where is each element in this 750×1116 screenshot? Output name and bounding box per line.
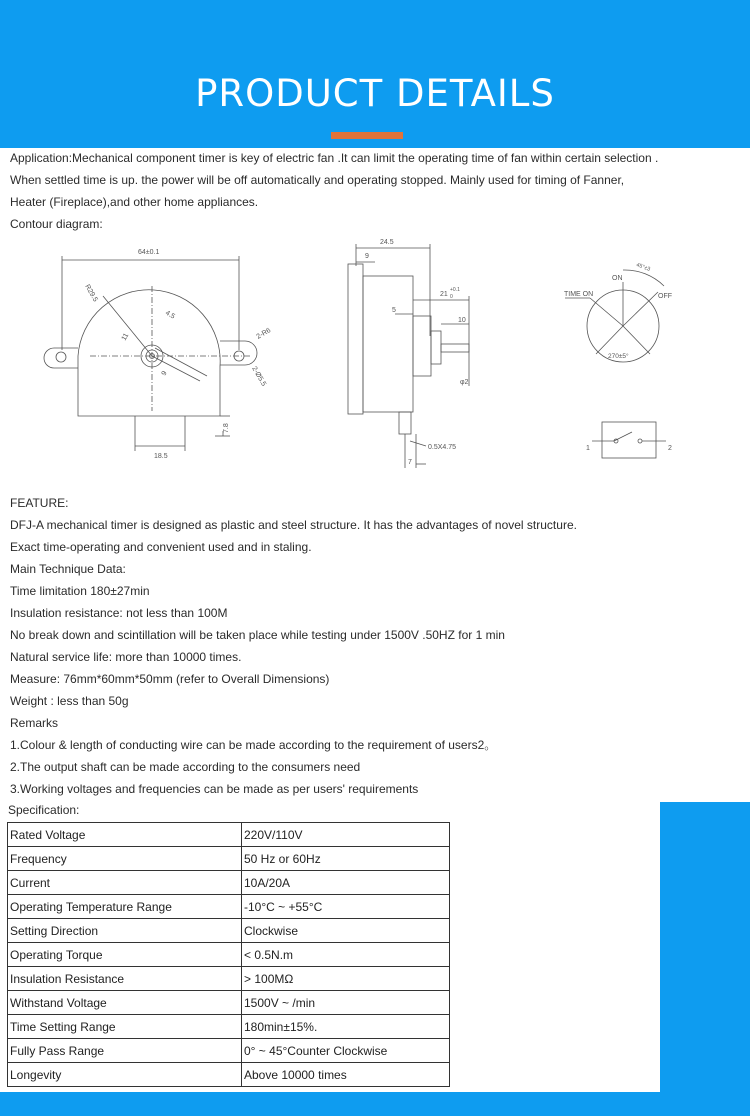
label-on: ON (612, 275, 623, 282)
remark-line: 2.The output shaft can be made according to the consumers need (10, 760, 361, 774)
spec-value: 1500V ~ /min (242, 991, 450, 1015)
table-row (8, 1039, 450, 1063)
dim-11: 11 (120, 332, 131, 342)
spec-value: < 0.5N.m (242, 943, 450, 967)
switch-symbol (592, 422, 666, 458)
spec-key: Rated Voltage (8, 823, 242, 847)
remark-line: 1.Colour & length of conducting wire can be made according to the requirement of users2。 (10, 738, 497, 752)
remark-line: 3.Working voltages and frequencies can be made as per users' requirements (10, 782, 419, 796)
label-angle-45: 45°±3 (635, 262, 651, 273)
table-row (8, 991, 450, 1015)
feature-heading: FEATURE: (10, 496, 69, 510)
spec-value: -10°C ~ +55°C (242, 895, 450, 919)
feature-line: Measure: 76mm*60mm*50mm (refer to Overall Dimensions) (10, 672, 330, 686)
switch-angle-diagram (565, 270, 664, 362)
feature-line: Weight : less than 50g (10, 694, 129, 708)
spec-key: Setting Direction (8, 919, 242, 943)
dim-21-sub: 0 (450, 294, 453, 300)
contour-diagram-label: Contour diagram: (10, 217, 103, 231)
dim-9b: 9 (365, 253, 369, 260)
spec-key: Withstand Voltage (8, 991, 242, 1015)
feature-line: Natural service life: more than 10000 times. (10, 650, 242, 664)
feature-line: DFJ-A mechanical timer is designed as plastic and steel structure. It has the advantages of novel structure. (10, 518, 577, 532)
spec-value: 10A/20A (242, 871, 450, 895)
feature-line: No break down and scintillation will be taken place while testing under 1500V .50HZ for 1 min (10, 628, 505, 642)
switch-terminal-1: 1 (586, 445, 590, 452)
dim-65: 2-Ø5.5 (250, 365, 268, 388)
spec-key: Operating Temperature Range (8, 895, 242, 919)
spec-value: 50 Hz or 60Hz (242, 847, 450, 871)
spec-key: Operating Torque (8, 943, 242, 967)
dim-5: 5 (392, 307, 396, 314)
table-row (8, 823, 450, 847)
table-row (8, 1015, 450, 1039)
title-underline (331, 132, 403, 139)
dim-78: 7.8 (223, 423, 230, 433)
spec-key: Longevity (8, 1063, 242, 1087)
table-row (8, 871, 450, 895)
footer-band (0, 1092, 750, 1116)
spec-value: 180min±15%. (242, 1015, 450, 1039)
spec-value: 0° ~ 45°Counter Clockwise (242, 1039, 450, 1063)
side-view (348, 244, 469, 468)
right-accent-band (660, 802, 750, 1092)
spec-value: Clockwise (242, 919, 450, 943)
spec-key: Frequency (8, 847, 242, 871)
spec-key: Time Setting Range (8, 1015, 242, 1039)
spec-value: Above 10000 times (242, 1063, 450, 1087)
dim-185: 18.5 (154, 453, 168, 460)
dim-21-sup: +0.1 (450, 287, 460, 293)
technique-heading: Main Technique Data: (10, 562, 126, 576)
dim-64: 64±0.1 (138, 249, 160, 256)
table-row (8, 967, 450, 991)
dim-r29: R29.5 (83, 283, 99, 304)
dim-terminal: 0.5X4.75 (428, 444, 457, 451)
intro-application-cont: When settled time is up. the power will be off automatically and operating stopped. Mainly used for timing of Fanner, (10, 173, 625, 187)
table-row (8, 895, 450, 919)
dim-7: 7 (408, 459, 412, 466)
switch-terminal-2: 2 (668, 445, 672, 452)
feature-line: Time limitation 180±27min (10, 584, 150, 598)
spec-value: > 100MΩ (242, 967, 450, 991)
label-angle-270: 270±5° (608, 353, 629, 360)
contour-diagram (30, 236, 710, 480)
intro-appliances: Heater (Fireplace),and other home appliances. (10, 195, 259, 209)
page-title: PRODUCT DETAILS (195, 72, 555, 115)
label-off: OFF (658, 293, 672, 300)
label-time-on: TIME ON (564, 291, 594, 298)
specification-table (7, 822, 450, 1087)
spec-key: Current (8, 871, 242, 895)
remarks-heading: Remarks (10, 716, 59, 730)
dim-10: 10 (458, 317, 466, 324)
spec-key: Insulation Resistance (8, 967, 242, 991)
table-row (8, 1063, 450, 1087)
feature-line: Insulation resistance: not less than 100M (10, 606, 228, 620)
dim-r6: 2-R6 (255, 327, 273, 341)
table-row (8, 847, 450, 871)
front-view (44, 256, 257, 451)
spec-value: 220V/110V (242, 823, 450, 847)
dim-phi2: φ2 (460, 379, 469, 386)
intro-application: Application:Mechanical component timer is key of electric fan .It can limit the operating time of fan within certain selection . (10, 151, 659, 165)
side-view-labels (365, 239, 469, 466)
dim-9: 9 (160, 370, 169, 377)
switch-symbol-labels (586, 445, 672, 452)
feature-line: Exact time-operating and convenient used and in staling. (10, 540, 312, 554)
spec-key: Fully Pass Range (8, 1039, 242, 1063)
table-row (8, 919, 450, 943)
table-row (8, 943, 450, 967)
dim-21: 21 (440, 291, 448, 298)
dim-45a: 4.5 (164, 309, 176, 321)
dim-245: 24.5 (380, 239, 394, 246)
specification-label: Specification: (8, 803, 80, 817)
header-banner (0, 0, 750, 148)
